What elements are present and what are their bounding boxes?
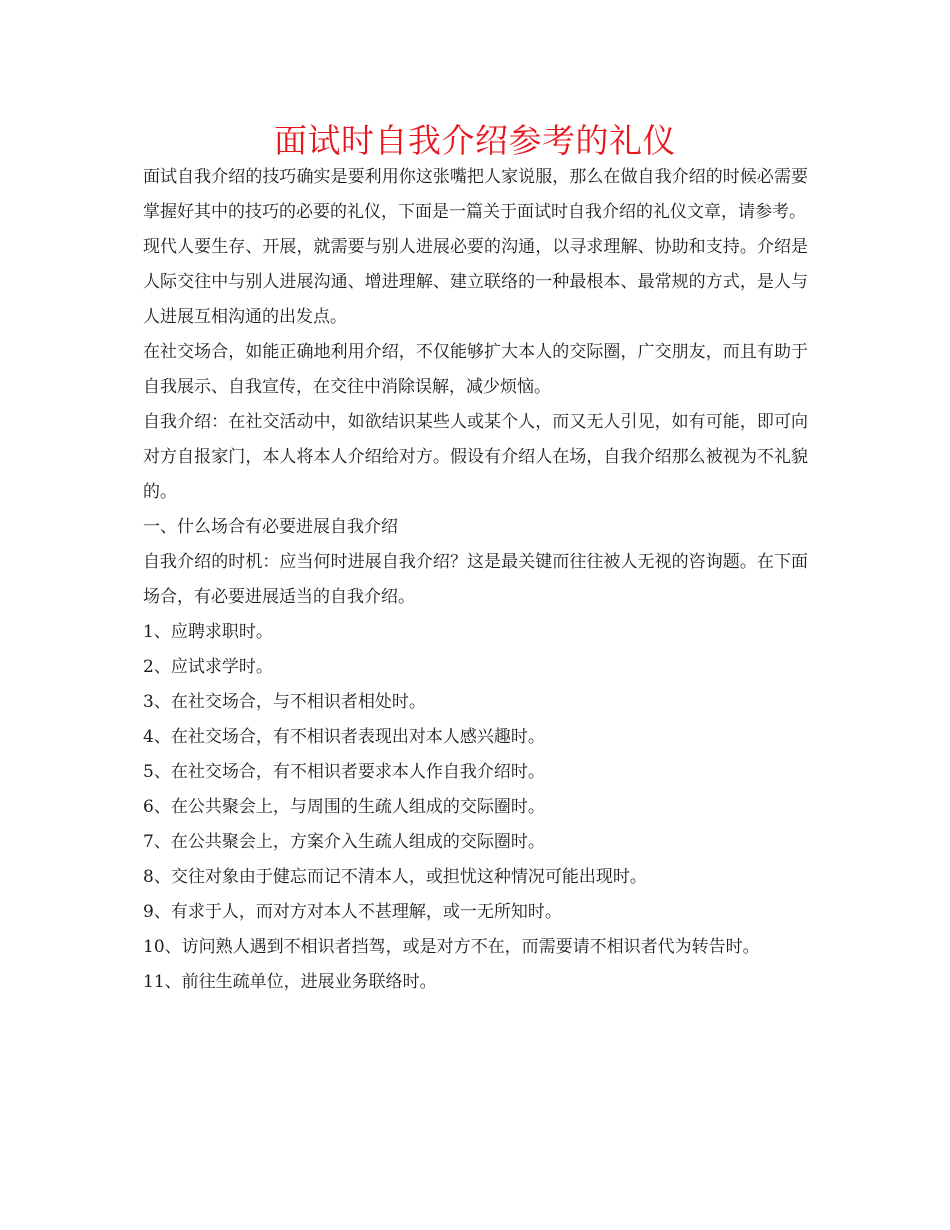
list-item: 10、访问熟人遇到不相识者挡驾，或是对方不在，而需要请不相识者代为转告时。	[143, 937, 760, 957]
list-item: 9、有求于人，而对方对本人不甚理解，或一无所知时。	[143, 902, 562, 922]
paragraph-social-occasions: 在社交场合，如能正确地利用介绍，不仅能够扩大本人的交际圈，广交朋友，而且有助于自我展示、自我宣传，在交往中消除误解，减少烦恼。	[143, 342, 808, 397]
list-item: 4、在社交场合，有不相识者表现出对本人感兴趣时。	[143, 727, 545, 747]
document-title: 面试时自我介绍参考的礼仪	[274, 121, 676, 160]
list-item: 1、应聘求职时。	[143, 622, 273, 642]
list-item: 3、在社交场合，与不相识者相处时。	[143, 692, 426, 712]
document-body	[143, 160, 808, 1000]
paragraph-timing: 自我介绍的时机：应当何时进展自我介绍？这是最关键而往往被人无视的咨询题。在下面场合，有必要进展适当的自我介绍。	[143, 552, 808, 607]
list-item: 7、在公共聚会上，方案介入生疏人组成的交际圈时。	[143, 832, 545, 852]
paragraph-communication: 现代人要生存、开展，就需要与别人进展必要的沟通，以寻求理解、协助和支持。介绍是人际交往中与别人进展沟通、增进理解、建立联络的一种最根本、最常规的方式，是人与人进展互相沟通的出发点。	[143, 237, 808, 327]
list-item: 6、在公共聚会上，与周围的生疏人组成的交际圈时。	[143, 797, 545, 817]
list-item: 2、应试求学时。	[143, 657, 273, 677]
section-heading-1: 一、什么场合有必要进展自我介绍	[143, 517, 398, 537]
paragraph-intro: 面试自我介绍的技巧确实是要利用你这张嘴把人家说服，那么在做自我介绍的时候必需要掌握好其中的技巧的必要的礼仪，下面是一篇关于面试时自我介绍的礼仪文章，请参考。	[143, 167, 808, 222]
list-item: 5、在社交场合，有不相识者要求本人作自我介绍时。	[143, 762, 545, 782]
paragraph-self-introduction-definition: 自我介绍：在社交活动中，如欲结识某些人或某个人，而又无人引见，如有可能，即可向对方自报家门，本人将本人介绍给对方。假设有介绍人在场，自我介绍那么被视为不礼貌的。	[143, 412, 808, 502]
list-item: 11、前往生疏单位，进展业务联络时。	[143, 972, 437, 992]
list-item: 8、交往对象由于健忘而记不清本人，或担忧这种情况可能出现时。	[143, 867, 647, 887]
